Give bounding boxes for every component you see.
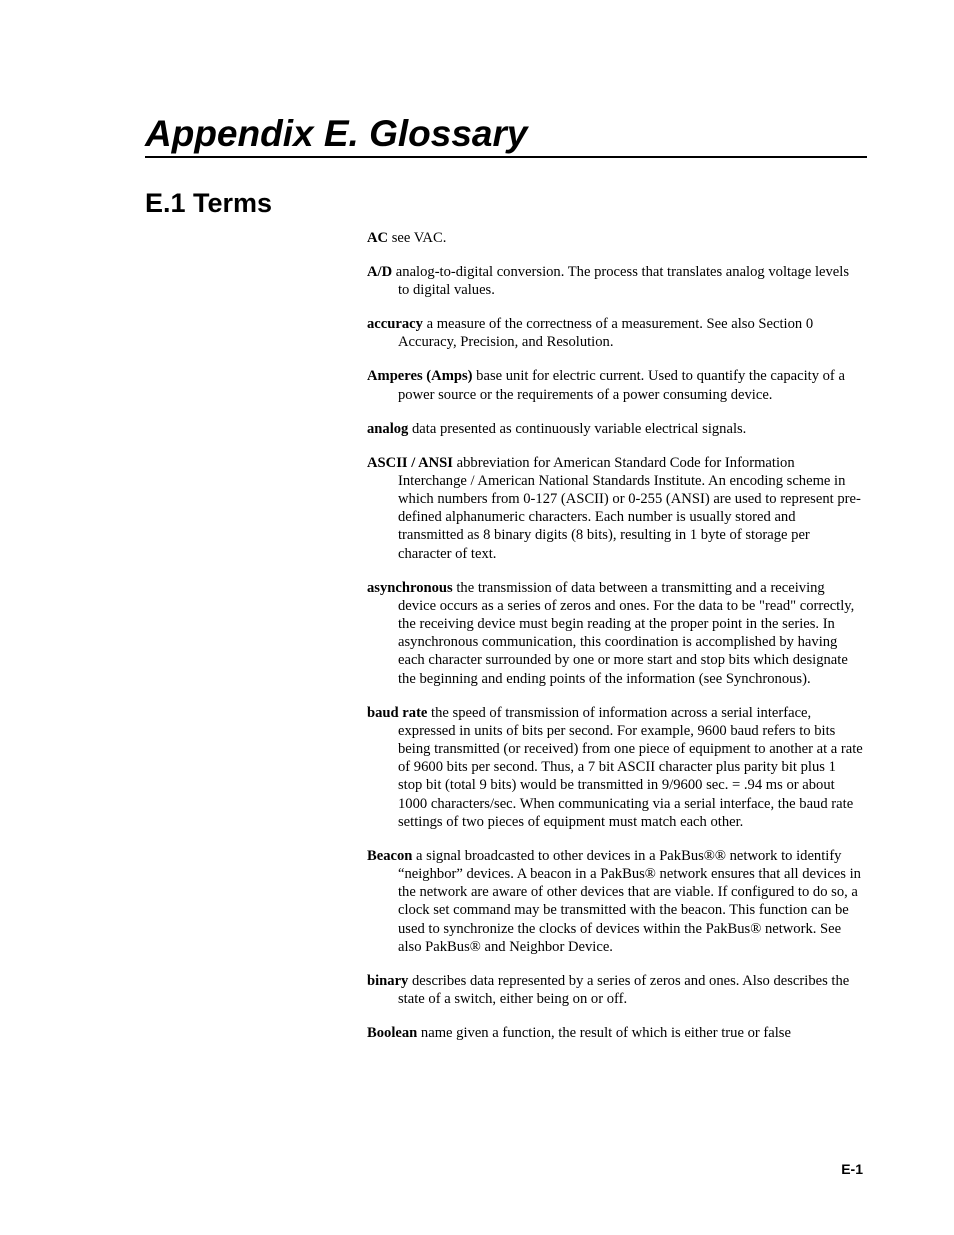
glossary-term: analog (367, 420, 409, 437)
glossary-term: A/D (367, 264, 393, 280)
page-number: E-1 (841, 1161, 863, 1177)
glossary-definition: the speed of transmission of information across a serial interface, expressed in units of bits per second. For example, 9600 baud refers to bits being transmitted (or received) from one piece of equipment to another at a rate of 9600 bits per second. Thus, a 7 bit ASCII character plus parity bit plus 1 stop bit (total 9 bits) would be transmitted in 9/9600 sec. = .94 ms or about 1000 characters/sec. When communicating via a serial interface, the baud rate settings of two pieces of equipment must match each other. (398, 704, 863, 830)
glossary-entry (367, 454, 863, 563)
glossary-entry (367, 847, 863, 956)
glossary-term: baud rate (367, 704, 428, 721)
glossary-entry (367, 704, 863, 831)
glossary-entry (367, 315, 863, 351)
glossary-definition: the transmission of data between a transmitting and a receiving device occurs as a series of zeros and ones. For the data to be "read" correctly, the receiving device must begin reading at the proper point in the series. In asynchronous communication, this coordination is accomplished by having each character surrounded by one or more start and stop bits which designate the beginning and ending points of the information (see Synchronous). (398, 579, 855, 687)
glossary-definition: see VAC. (388, 230, 447, 246)
glossary-definition: data presented as continuously variable electrical signals. (408, 420, 747, 437)
glossary-definition: base unit for electric current. Used to quantify the capacity of a power source or the requirements of a power consuming device. (398, 368, 845, 403)
section-title: E.1 Terms (145, 188, 273, 218)
glossary-term: ASCII / ANSI (367, 454, 453, 471)
glossary-definition: a signal broadcasted to other devices in a PakBus®® network to identify “neighbor” devices. A beacon in a PakBus® network ensures that all devices in the network are aware of other devices that are viable. If configured to do so, a clock set command may be transmitted with the beacon. This function can be used to synchronize the clocks of devices within the PakBus® network. See also PakBus® and Neighbor Device. (398, 847, 861, 955)
glossary-term: Beacon (367, 847, 413, 864)
glossary-entry (367, 367, 863, 403)
glossary-entry (367, 420, 863, 438)
glossary-entry (367, 579, 863, 688)
glossary-entry (367, 229, 863, 247)
glossary-definition: name given a function, the result of which is either true or false (417, 1025, 791, 1042)
glossary-term: accuracy (367, 316, 423, 333)
chapter-title-rule (145, 156, 867, 158)
glossary-entry (367, 263, 863, 299)
glossary-term: binary (367, 972, 409, 989)
glossary-list (367, 229, 863, 1058)
glossary-term: Boolean (367, 1025, 418, 1042)
glossary-term: Amperes (Amps) (367, 368, 473, 385)
glossary-entry (367, 972, 863, 1008)
glossary-entry (367, 1024, 863, 1042)
glossary-definition: analog-to-digital conversion. The process that translates analog voltage levels to digital values. (392, 264, 850, 299)
glossary-term: AC (367, 230, 389, 246)
glossary-definition: a measure of the correctness of a measurement. See also Section 0 Accuracy, Precision, and Resolution. (398, 316, 814, 351)
chapter-title: Appendix E. Glossary (145, 113, 528, 154)
glossary-definition: describes data represented by a series of zeros and ones. Also describes the state of a switch, either being on or off. (398, 972, 850, 1008)
glossary-definition: abbreviation for American Standard Code for Information Interchange / American National Standards Institute. An encoding scheme in which numbers from 0-127 (ASCII) or 0-255 (ANSI) are used to represent pre-defined alphanumeric characters. Each number is usually stored and transmitted as 8 binary digits (8 bits), resulting in 1 byte of storage per character of text. (398, 454, 861, 562)
glossary-term: asynchronous (367, 579, 453, 596)
